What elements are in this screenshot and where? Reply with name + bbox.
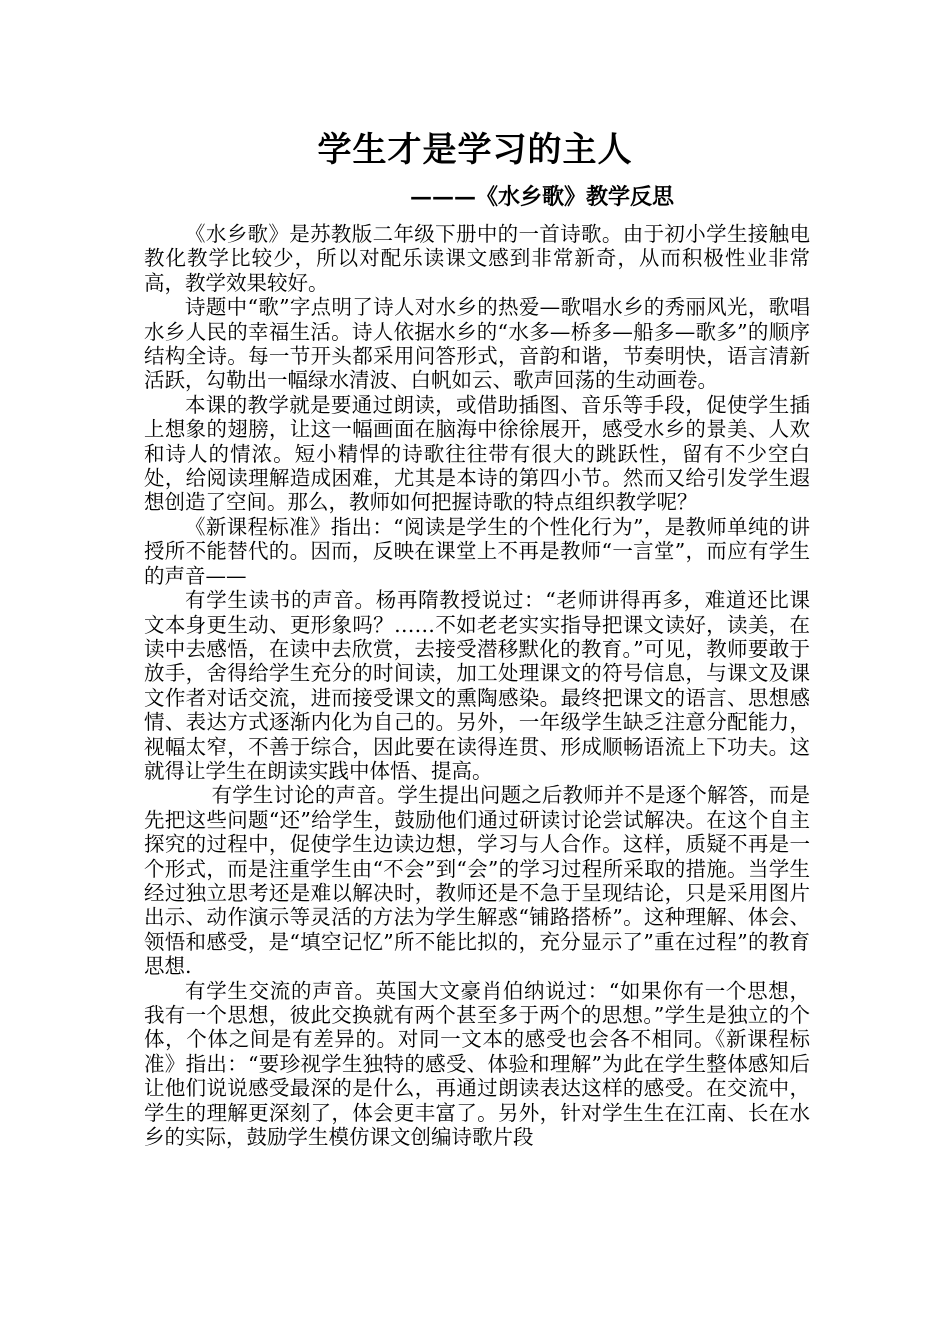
paragraph-teaching-goal: 本课的教学就是要通过朗读，或借助插图、音乐等手段，促使学生插上想象的翅膀，让这一幅画面在脑海中徐徐展开，感受水乡的景美、人欢和诗人的情浓。短小精悍的诗歌往往带有很大的跳跃性，留有不少空白处，给阅读理解造成困难，尤其是本诗的第四小节。然而又给引发学生遐想创造了空间。那么，教师如何把握诗歌的特点组织教学呢？ (144, 392, 810, 515)
paragraph-poem-title: 诗题中“歌”字点明了诗人对水乡的热爱—歌唱水乡的秀丽风光，歌唱水乡人民的幸福生活。诗人依据水乡的“水多—桥多—船多—歌多”的顺序结构全诗。每一节开头都采用问答形式，音韵和谐，节奏明快，语言清新活跃，勾勒出一幅绿水清波、白帆如云、歌声回荡的生动画卷。 (144, 295, 810, 393)
document-body (144, 222, 810, 1149)
document-subtitle: ———《水乡歌》教学反思 (410, 184, 675, 210)
paragraph-curriculum-standard: 《新课程标准》指出：“阅读是学生的个性化行为”，是教师单纯的讲授所不能替代的。因而，反映在课堂上不再是教师“一言堂”，而应有学生的声音—— (144, 514, 810, 588)
paragraph-intro: 《水乡歌》是苏教版二年级下册中的一首诗歌。由于初小学生接触电教化教学比较少，所以对配乐读课文感到非常新奇，从而积极性业非常高，教学效果较好。 (144, 222, 810, 295)
paragraph-reading-voice: 有学生读书的声音。杨再隋教授说过：“老师讲得再多，难道还比课文本身更生动、更形象吗？……不如老老实实指导把课文读好，读美，在读中去感悟，在读中去欣赏，去接受潜移默化的教育。”可见，教师要敢于放手，舍得给学生充分的时间读，加工处理课文的符号信息，与课文及课文作者对话交流，进而接受课文的熏陶感染。最终把课文的语言、思想感情、表达方式逐渐内化为自己的。另外，一年级学生缺乏注意分配能力，视幅太窄，不善于综合，因此要在读得连贯、形成顺畅语流上下功夫。这就得让学生在朗读实践中体悟、提高。 (144, 588, 810, 783)
paragraph-exchange-voice: 有学生交流的声音。英国大文豪肖伯纳说过：“如果你有一个思想，我有一个思想，彼此交换就有两个甚至多于两个的思想。”学生是独立的个体，个体之间是有差异的。对同一文本的感受也会各不相同。《新课程标准》指出：“要珍视学生独特的感受、体验和理解”为此在学生整体感知后让他们说说感受最深的是什么，再通过朗读表达这样的感受。在交流中，学生的理解更深刻了，体会更丰富了。另外，针对学生生在江南、长在水乡的实际，鼓励学生模仿课文创编诗歌片段 (144, 978, 810, 1150)
document-title: 学生才是学习的主人 (317, 130, 633, 170)
paragraph-discussion-voice: 有学生讨论的声音。学生提出问题之后教师并不是逐个解答，而是先把这些问题“还”给学生，鼓励他们通过研读讨论尝试解决。在这个自主探究的过程中，促使学生边读边想，学习与人合作。这样，质疑不再是一个形式，而是注重学生由“不会”到“会”的学习过程所采取的措施。当学生经过独立思考还是难以解决时，教师还是不急于呈现结论，只是采用图片出示、动作演示等灵活的方法为学生解惑“铺路搭桥”。这种理解、体会、领悟和感受，是“填空记忆”所不能比拟的，充分显示了”重在过程”的教育思想. (144, 783, 810, 979)
